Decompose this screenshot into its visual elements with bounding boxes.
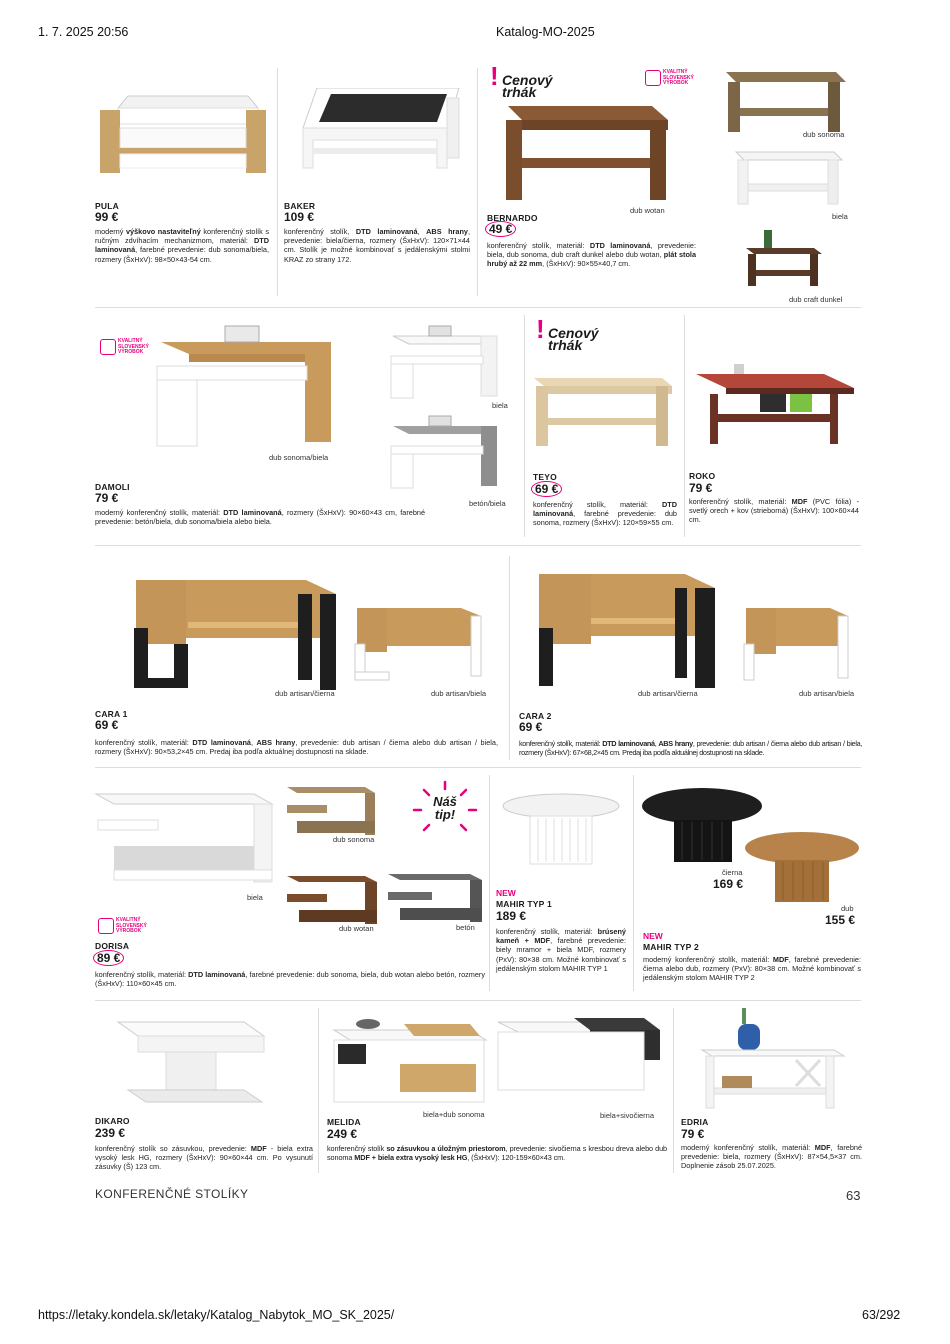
print-title: Katalog-MO-2025: [496, 25, 595, 39]
print-datetime: 1. 7. 2025 20:56: [38, 25, 129, 39]
damoli-white-image: [389, 322, 501, 400]
dorisa-price: 89 €: [97, 951, 124, 965]
bernardo-dunkel-image: [744, 228, 826, 290]
dorisa-caption-main: biela: [247, 893, 263, 902]
slovak-shield-icon: [100, 339, 116, 355]
edria-description: moderný konferenčný stolík, materiál: MDF, farebné prevedenie: biela, rozmery (ŠxHxV): 87×54,5×37 cm. Doplnenie zásob 25.07.2025.: [681, 1143, 862, 1171]
promo-badge: ! Cenový trhák: [490, 61, 553, 100]
teyo-table-image: [530, 372, 676, 452]
melida-price: 249 €: [327, 1127, 358, 1141]
col-divider: [684, 315, 685, 537]
dorisa-name: DORISA: [95, 941, 130, 951]
cara1-white-image: [353, 604, 485, 682]
damoli-caption-main: dub sonoma/biela: [269, 453, 329, 462]
dikaro-description: konferenčný stolík so zásuvkou, prevedenie: MDF - biela extra vysoký lesk HG, rozmery (ŠxHxV): 90×60×44 cm. Po vysunutí zásuvky (Š) 123 cm.: [95, 1144, 313, 1172]
edria-price: 79 €: [681, 1127, 705, 1141]
dorisa-sonoma-image: [285, 785, 377, 837]
print-page-count: 63/292: [862, 1308, 901, 1322]
melida-description: konferenčný stolík so zásuvkou a úložným priestorom, prevedenie: sivočierna s kresbou dreva alebo dub sonoma MDF + biela extra vysoký lesk HG, (ŠxHxV): 120-159×60×43 cm.: [327, 1144, 667, 1163]
slovak-shield-icon: [98, 918, 114, 934]
mahir2-new-label: NEW: [643, 931, 663, 941]
mahir1-price: 189 €: [496, 909, 527, 923]
dorisa-white-image: [94, 790, 274, 890]
edria-table-image: [698, 1006, 848, 1112]
roko-price: 79 €: [689, 481, 713, 495]
teyo-description: konferenčný stolík, materiál: DTD laminovaná, farebné prevedenie: dub sonoma, rozmery (ŠxHxV): 120×59×55 cm.: [533, 500, 677, 528]
cara1-caption-1: dub artisan/čierna: [275, 689, 335, 698]
col-divider: [673, 1008, 674, 1173]
damoli-concrete-image: [389, 412, 501, 490]
row-divider: [95, 767, 861, 768]
cara2-name: CARA 2: [519, 711, 552, 721]
dorisa-caption-1: dub sonoma: [333, 835, 375, 844]
cara2-price: 69 €: [519, 720, 543, 734]
baker-name: BAKER: [284, 201, 316, 211]
teyo-price: 69 €: [535, 482, 562, 496]
bernardo-main-image: [500, 98, 672, 206]
quality-badge: KVALITNÝ SLOVENSKÝ VÝROBOK: [663, 70, 694, 87]
dorisa-caption-3: betón: [456, 923, 475, 932]
quality-badge: KVALITNÝ SLOVENSKÝ VÝROBOK: [116, 918, 147, 935]
melida-name: MELIDA: [327, 1117, 361, 1127]
row-divider: [95, 545, 861, 546]
baker-price: 109 €: [284, 210, 315, 224]
mahir2-oak-image: [743, 830, 861, 906]
page-number: 63: [846, 1188, 861, 1203]
quality-badge: KVALITNÝ SLOVENSKÝ VÝROBOK: [118, 339, 149, 356]
cara2-description: konferenčný stolík, materiál: DTD laminovaná, ABS hrany, prevedenie: dub artisan / čierna alebo dub artisan / biela, rozmery (ŠxHxV): 67×68,2×45 cm. Predaj iba podľa aktuálnej dostupnosti na sklade.: [519, 739, 863, 758]
edria-name: EDRIA: [681, 1117, 709, 1127]
damoli-description: moderný konferenčný stolík, materiál: DTD laminovaná, rozmery (ŠxHxV): 90×60×43 cm, farebné prevedenie: betón/biela, dub sonoma/biela alebo biela.: [95, 508, 426, 527]
cara1-caption-2: dub artisan/biela: [431, 689, 487, 698]
dikaro-name: DIKARO: [95, 1116, 130, 1126]
pula-name: PULA: [95, 201, 119, 211]
bernardo-caption-2: biela: [832, 212, 848, 221]
pula-price: 99 €: [95, 210, 119, 224]
col-divider: [524, 315, 525, 537]
melida-oak-image: [330, 1014, 490, 1112]
pula-description: moderný výškovo nastaviteľný konferenčný stolík s ručným zdvíhacím mechanizmom, materiál: DTD laminovaná, farebné prevedenie: dub sonoma/biela, rozmery (ŠxHxV): 98×50×43-54 cm.: [95, 227, 270, 264]
damoli-caption-1: biela: [492, 401, 508, 410]
bernardo-description: konferenčný stolík, materiál: DTD laminovaná, prevedenie: biela, dub sonoma, dub craft dunkel alebo dub wotan, plát stola hrubý až 22 mm, (ŠxHxV): 90×55×40,7 cm.: [487, 241, 696, 269]
bernardo-price: 49 €: [489, 222, 516, 236]
roko-table-image: [690, 354, 858, 452]
slovak-shield-icon: [645, 70, 661, 86]
col-divider: [318, 1008, 319, 1173]
print-url[interactable]: https://letaky.kondela.sk/letaky/Katalog_Nabytok_MO_SK_2025/: [38, 1308, 395, 1322]
bernardo-caption-main: dub wotan: [630, 206, 665, 215]
mahir1-new-label: NEW: [496, 888, 516, 898]
dorisa-description: konferenčný stolík, materiál: DTD laminovaná, farebné prevedenie: dub sonoma, biela, dub wotan alebo betón, rozmery (ŠxHxV): 110×60×45 cm.: [95, 970, 485, 989]
cara2-caption-1: dub artisan/čierna: [638, 689, 698, 698]
mahir2-caption-1: čierna: [722, 868, 743, 877]
row-divider: [95, 1000, 861, 1001]
melida-caption-1: biela+dub sonoma: [423, 1110, 485, 1119]
mahir2-price-1: 169 €: [713, 877, 744, 891]
dorisa-concrete-image: [386, 872, 484, 926]
mahir2-caption-2: dub: [841, 904, 854, 913]
mahir1-table-image: [500, 792, 622, 872]
dikaro-table-image: [114, 1016, 266, 1108]
baker-table-image: [297, 88, 465, 183]
damoli-main-image: [155, 322, 333, 448]
dikaro-price: 239 €: [95, 1126, 126, 1140]
col-divider: [633, 775, 634, 991]
sparkle-icon: [412, 780, 478, 840]
bernardo-white-image: [734, 150, 844, 208]
bernardo-name: BERNARDO: [487, 213, 538, 223]
mahir2-name: MAHIR TYP 2: [643, 942, 699, 952]
damoli-caption-2: betón/biela: [469, 499, 506, 508]
baker-description: konferenčný stolík, DTD laminovaná, ABS hrany, prevedenie: biela/čierna, rozmery (ŠxHxV): 120×71×44 cm. Stolík je možné kombinovať s jedálenskými stolmi KRAZ zo strany 172.: [284, 227, 471, 264]
bernardo-caption-1: dub sonoma: [803, 130, 845, 139]
melida-gray-image: [494, 1012, 664, 1100]
tip-badge: Náš tip!: [433, 794, 457, 822]
roko-description: konferenčný stolík, materiál: MDF (PVC fólia) - svetlý orech + kov (strieborná) (ŠxHxV): 100×60×44 cm.: [689, 497, 860, 525]
roko-name: ROKO: [689, 471, 716, 481]
cara1-black-image: [130, 570, 342, 692]
bernardo-sonoma-image: [724, 68, 848, 136]
col-divider: [277, 68, 278, 296]
row-divider: [95, 307, 861, 308]
melida-caption-2: biela+sivočierna: [600, 1111, 654, 1120]
bernardo-caption-3: dub craft dunkel: [789, 295, 843, 304]
promo-badge: ! Cenový trhák: [536, 314, 599, 353]
mahir1-name: MAHIR TYP 1: [496, 899, 552, 909]
cara1-name: CARA 1: [95, 709, 128, 719]
cara1-price: 69 €: [95, 718, 119, 732]
section-title: KONFERENČNÉ STOLÍKY: [95, 1187, 249, 1201]
col-divider: [477, 68, 478, 296]
mahir2-description: moderný konferenčný stolík, materiál: MDF, farebné prevedenie: čierna alebo dub, rozmery (PxV): 80×38 cm. Možné kombinovať s jedálenským stolom MAHIR TYP 2: [643, 955, 861, 983]
cara2-caption-2: dub artisan/biela: [799, 689, 855, 698]
cara2-white-image: [742, 604, 854, 682]
cara1-description: konferenčný stolík, materiál: DTD laminovaná, ABS hrany, prevedenie: dub artisan / čierna alebo dub artisan / biela, rozmery (ŠxHxV): 90×53,2×45 cm. Predaj iba podľa aktuálnej dostupnosti na sklade.: [95, 738, 498, 757]
col-divider: [509, 556, 510, 760]
pula-table-image: [98, 78, 268, 190]
mahir2-price-2: 155 €: [825, 913, 856, 927]
mahir1-description: konferenčný stolík, materiál: brúsený kameň + MDF, farebné prevedenie: biely mramor + biela MDF, rozmery (PxV): 80×38 cm. Možné kombinovať s jedálenským stolom MAHIR TYP 1: [496, 927, 626, 973]
dorisa-wotan-image: [285, 874, 379, 928]
damoli-name: DAMOLI: [95, 482, 130, 492]
col-divider: [489, 775, 490, 991]
damoli-price: 79 €: [95, 491, 119, 505]
teyo-name: TEYO: [533, 472, 557, 482]
dorisa-caption-2: dub wotan: [339, 924, 374, 933]
cara2-black-image: [535, 568, 721, 692]
